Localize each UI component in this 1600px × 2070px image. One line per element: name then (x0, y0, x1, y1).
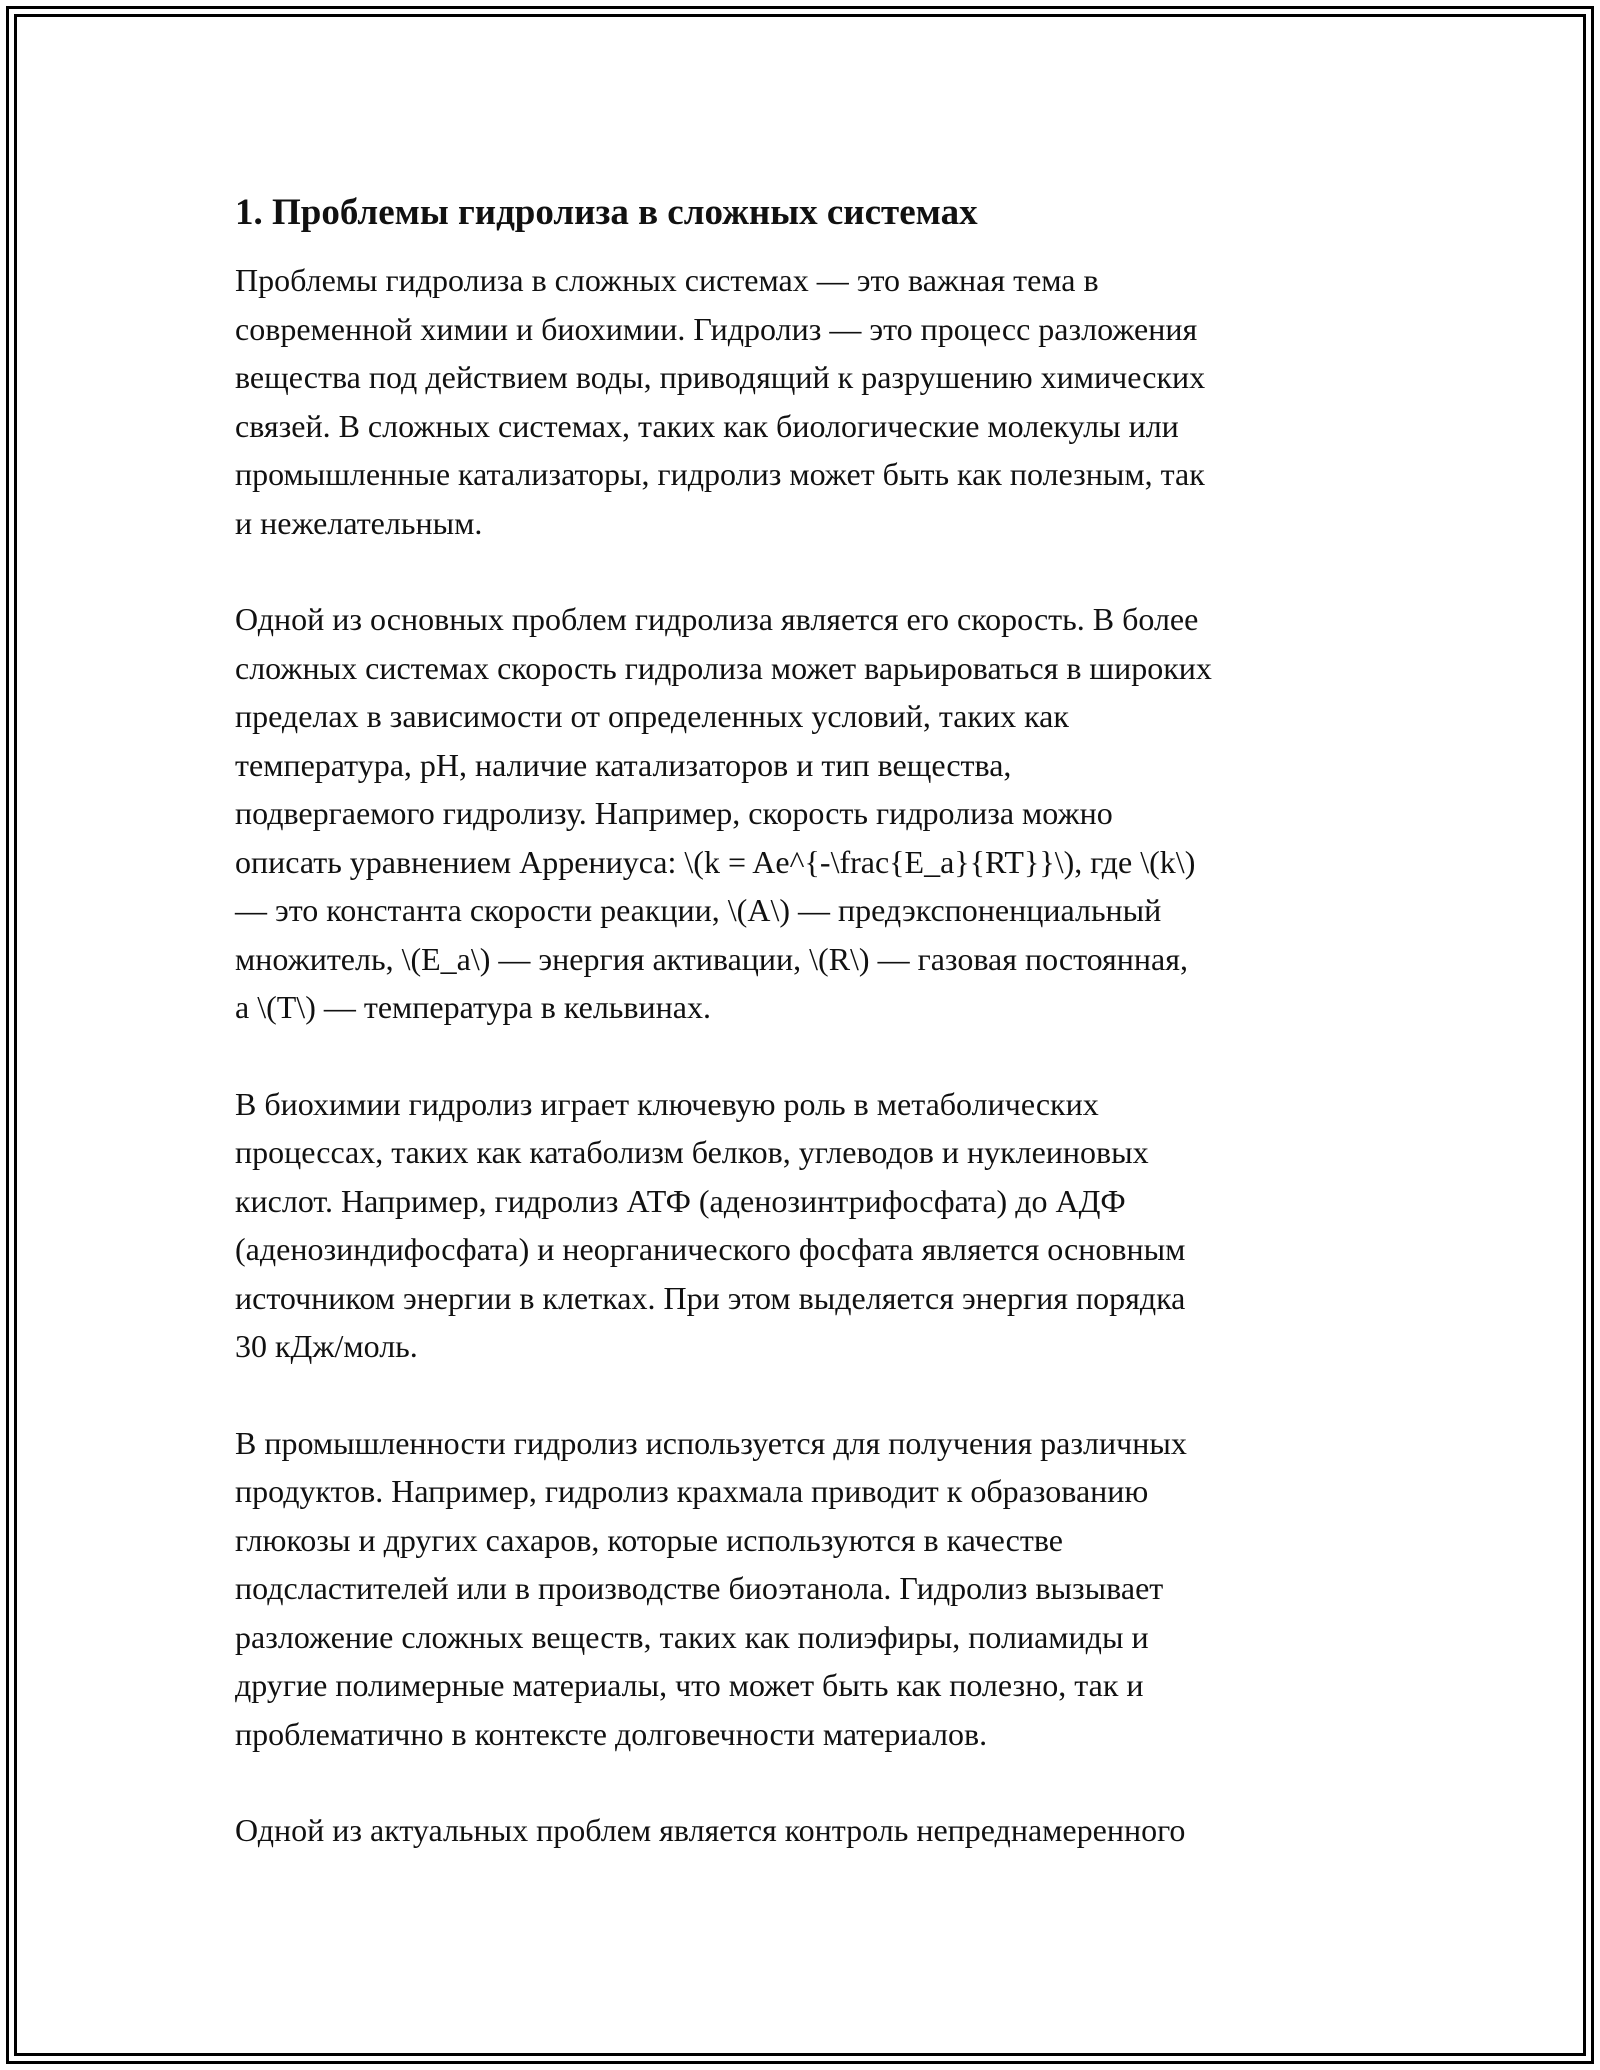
document-body (235, 186, 1365, 1903)
paragraph-rate: Одной из основных проблем гидролиза является его скорость. В более сложных системах скорость гидролиза может варьироваться в широких пределах в зависимости от определенных условий, таких как температура, pH, наличие катализаторов и тип вещества, подвергаемого гидролизу. Например, скорость гидролиза можно описать уравнением Аррениуса: \(k = Ae^{-\frac{E_a}{RT}}\), где \(k\) — это константа скорости реакции, \(A\) — предэкспоненциальный множитель, \(E_a\) — энергия активации, \(R\) — газовая постоянная, а \(T\) — температура в кельвинах. (235, 601, 1212, 1025)
paragraph-control: Одной из актуальных проблем является контроль непреднамеренного (235, 1812, 1186, 1848)
paragraph-industry: В промышленности гидролиз используется для получения различных продуктов. Например, гидролиз крахмала приводит к образованию глюкозы и других сахаров, которые используются в качестве подсластителей или в производстве биоэтанола. Гидролиз вызывает разложение сложных веществ, таких как полиэфиры, полиамиды и другие полимерные материалы, что может быть как полезно, так и проблематично в контексте долговечности материалов. (235, 1424, 1187, 1752)
section-heading: 1. Проблемы гидролиза в сложных системах (235, 192, 978, 233)
paragraph-intro: Проблемы гидролиза в сложных системах — это важная тема в современной химии и биохимии. Гидролиз — это процесс разложения вещества под действием воды, приводящий к разрушению химических связей. В сложных системах, таких как биологические молекулы или промышленные катализаторы, гидролиз может быть как полезным, так и нежелательным. (235, 262, 1206, 541)
paragraph-biochemistry: В биохимии гидролиз играет ключевую роль в метаболических процессах, таких как катаболизм белков, углеводов и нуклеиновых кислот. Например, гидролиз АТФ (аденозинтрифосфата) до АДФ (аденозиндифосфата) и неорганического фосфата является основным источником энергии в клетках. При этом выделяется энергия порядка 30 кДж/моль. (235, 1085, 1186, 1364)
